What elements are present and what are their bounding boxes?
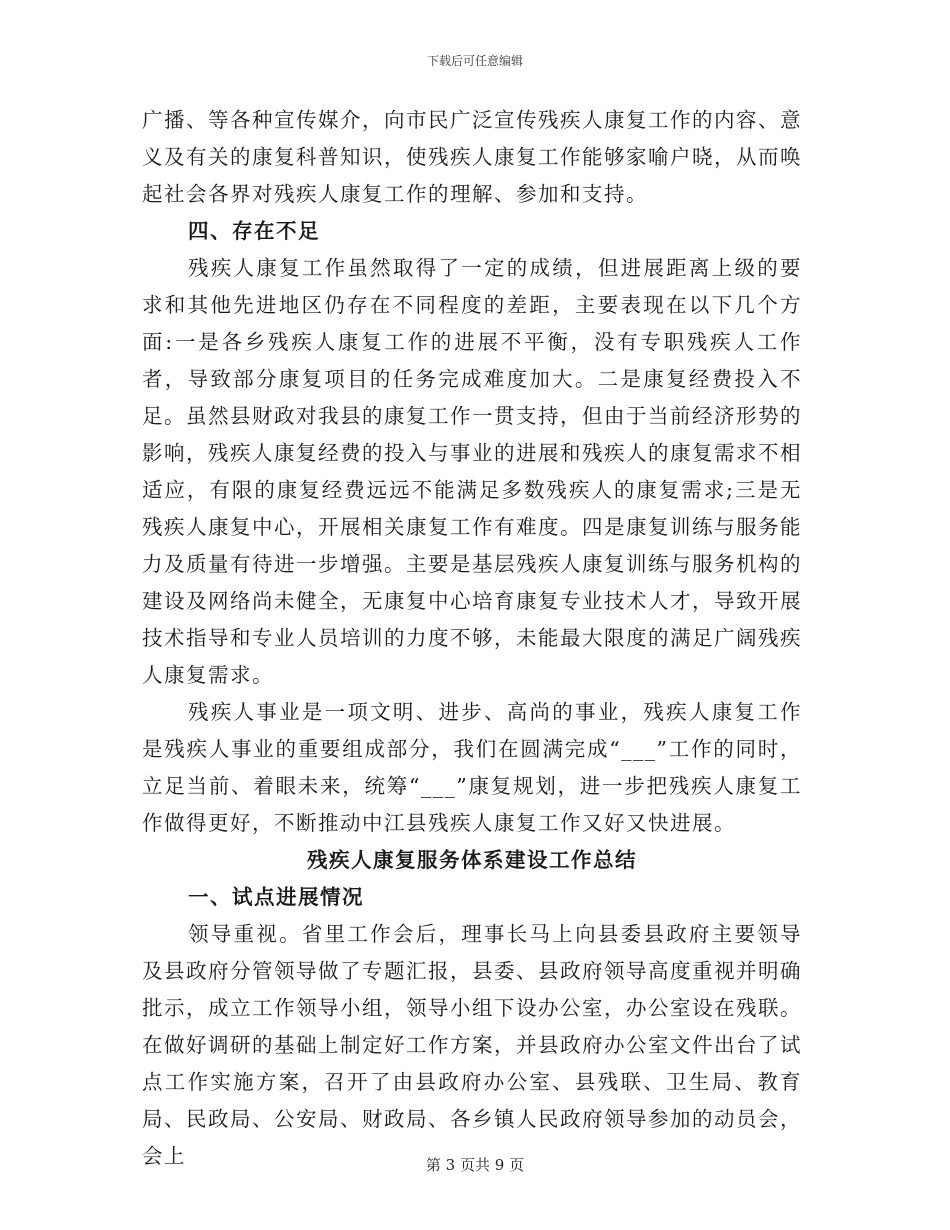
section-heading-pilot-progress: 一、试点进展情况 — [188, 885, 364, 909]
section-heading-shortcomings: 四、存在不足 — [188, 219, 320, 243]
page-number: 第 3 页共 9 页 — [425, 1156, 525, 1174]
document-title: 残疾人康复服务体系建设工作总结 — [307, 848, 637, 872]
paragraph-leadership: 领导重视。省里工作会后，理事长马上向县委县政府主要领导及县政府分管领导做了专题汇报，县委、县政府领导高度重视并明确批示，成立工作领导小组，领导小组下设办公室，办公室设在残联。在做好调研的基础上制定好工作方案，并县政府办公室文件出台了试点工作实施方案，召开了由县政府办公室、县残联、卫生局、教育局、民政局、公安局、财政局、各乡镇人民政府领导参加的动员会，会上 — [142, 922, 802, 1168]
page-header: 下载后可任意编辑 — [426, 54, 523, 68]
paragraph-continuation: 广播、等各种宣传媒介，向市民广泛宣传残疾人康复工作的内容、意义及有关的康复科普知识，使残疾人康复工作能够家喻户晓，从而唤起社会各界对残疾人康复工作的理解、参加和支持。 — [142, 108, 802, 206]
document-body — [142, 102, 802, 1175]
paragraph-conclusion: 残疾人事业是一项文明、进步、高尚的事业，残疾人康复工作是残疾人事业的重要组成部分，我们在圆满完成“___”工作的同时，立足当前、着眼未来，统筹“___”康复规划，进一步把残疾人康复工作做得更好，不断推动中江县残疾人康复工作又好又快进展。 — [142, 700, 802, 835]
paragraph-shortcomings: 残疾人康复工作虽然取得了一定的成绩，但进展距离上级的要求和其他先进地区仍存在不同程度的差距，主要表现在以下几个方面:一是各乡残疾人康复工作的进展不平衡，没有专职残疾人工作者，导致部分康复项目的任务完成难度加大。二是康复经费投入不足。虽然县财政对我县的康复工作一贯支持，但由于当前经济形势的影响，残疾人康复经费的投入与事业的进展和残疾人的康复需求不相适应，有限的康复经费远远不能满足多数残疾人的康复需求;三是无残疾人康复中心，开展相关康复工作有难度。四是康复训练与服务能力及质量有待进一步增强。主要是基层残疾人康复训练与服务机构的建设及网络尚未健全，无康复中心培育康复专业技术人才，导致开展技术指导和专业人员培训的力度不够，未能最大限度的满足广阔残疾人康复需求。 — [142, 256, 802, 687]
